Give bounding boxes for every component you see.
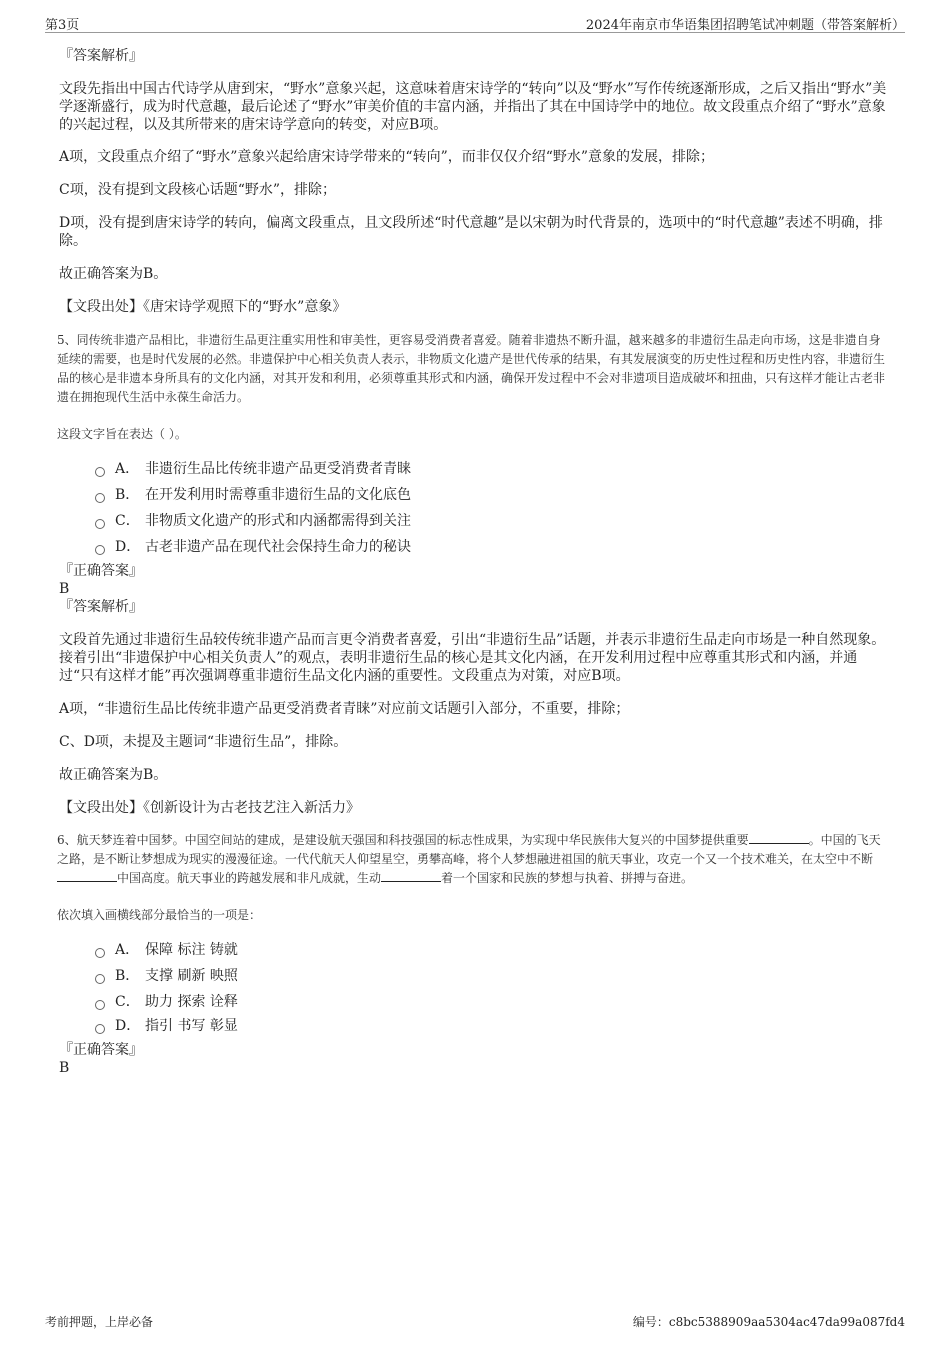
question-prompt: 这段文字旨在表达（ ）。: [57, 427, 187, 441]
option-a[interactable]: A． 保障 标注 铸就: [95, 937, 892, 963]
document-title: 2024年南京市华语集团招聘笔试冲刺题（带答案解析）: [585, 18, 905, 33]
answer-label: 『正确答案』: [59, 1042, 143, 1058]
fill-blank[interactable]: [381, 869, 441, 882]
radio-icon[interactable]: [95, 545, 105, 555]
option-d[interactable]: D． 古老非遗产品在现代社会保持生命力的秘诀: [95, 534, 892, 560]
answer-value: B: [59, 1060, 70, 1076]
radio-icon[interactable]: [95, 467, 105, 477]
source-citation: 【文段出处】《创新设计为古老技艺注入新活力》: [59, 800, 360, 816]
option-b[interactable]: B． 支撑 刷新 映照: [95, 963, 892, 989]
document-id: 编号：c8bc5388909aa5304ac47da99a087fd4: [632, 1315, 905, 1329]
explain-paragraph: C项，没有提到文段核心话题“野水”，排除；: [59, 182, 337, 198]
option-list: [95, 456, 892, 560]
option-d[interactable]: D． 指引 书写 彰显: [95, 1015, 892, 1037]
question-prompt: 依次填入画横线部分最恰当的一项是：: [57, 908, 262, 922]
radio-icon[interactable]: [95, 974, 105, 984]
option-a[interactable]: A． 非遗衍生品比传统非遗产品更受消费者青睐: [95, 456, 892, 482]
answer-conclusion: 故正确答案为B。: [59, 767, 168, 783]
option-list: [95, 937, 892, 1037]
explain-paragraph: 文段先指出中国古代诗学从唐到宋，“野水”意象兴起，这意味着唐宋诗学的“转向”以及“野水”写作传统逐渐形成，之后又指出“野水”美学逐渐盛行，成为时代意趣，最后论述了“野水”审美价值的丰富内涵，并指出了其在中国诗学中的地位。故文段重点介绍了“野水”意象的兴起过程，以及其所带来的唐宋诗学意向的转变，对应B项。: [59, 81, 887, 133]
explain-paragraph: A项，文段重点介绍了“野水”意象兴起给唐宋诗学带来的“转向”，而非仅仅介绍“野水”意象的发展，排除；: [59, 149, 715, 165]
radio-icon[interactable]: [95, 1000, 105, 1010]
explain-paragraph: A项，“非遗衍生品比传统非遗产品更受消费者青睐”对应前文话题引入部分，不重要，排除；: [59, 701, 630, 717]
explain-paragraph: D项，没有提到唐宋诗学的转向，偏离文段重点，且文段所述“时代意趣”是以宋朝为时代背景的，选项中的“时代意趣”表述不明确，排除。: [59, 215, 883, 249]
explain-paragraph: 文段首先通过非遗衍生品较传统非遗产品而言更令消费者喜爱，引出“非遗衍生品”话题，并表示非遗衍生品走向市场是一种自然现象。接着引出“非遗保护中心相关负责人”的观点，表明非遗衍生品的核心是其文化内涵，在开发利用过程中应尊重其形式和内涵，并通过“只有这样才能”再次强调尊重非遗衍生品文化内涵的重要性。文段重点为对策，对应B项。: [59, 632, 886, 684]
explain-paragraph: C、D项，未提及主题词“非遗衍生品”，排除。: [59, 734, 348, 750]
option-c[interactable]: C． 非物质文化遗产的形式和内涵都需得到关注: [95, 508, 892, 534]
radio-icon[interactable]: [95, 493, 105, 503]
radio-icon[interactable]: [95, 519, 105, 529]
fill-blank[interactable]: [749, 831, 809, 844]
page-content: [57, 47, 892, 1077]
radio-icon[interactable]: [95, 948, 105, 958]
radio-icon[interactable]: [95, 1024, 105, 1034]
footer-slogan: 考前押题，上岸必备: [45, 1315, 154, 1329]
question-stem: 6、航天梦连着中国梦。中国空间站的建成，是建设航天强国和科技强国的标志性成果，为实现中华民族伟大复兴的中国梦提供重要 。中国的飞天之路，是不断让梦想成为现实的漫漫征途。一代代航天人仰望星空，勇攀高峰，将个人梦想融进祖国的航天事业，攻克一个又一个技术难关，在太空中不断中国高度。航天事业的跨越发展和非凡成就，生动 着一个国家和民族的梦想与执着、拼搏与奋进。: [57, 833, 881, 885]
fill-blank[interactable]: [57, 869, 117, 882]
answer-label: 『正确答案』: [59, 563, 143, 579]
page-header: [45, 10, 905, 33]
explain-label: 『答案解析』: [59, 48, 143, 64]
source-citation: 【文段出处】《唐宋诗学观照下的“野水”意象》: [59, 299, 347, 315]
question-stem: 5、同传统非遗产品相比，非遗衍生品更注重实用性和审美性，更容易受消费者喜爱。随着非遗热不断升温，越来越多的非遗衍生品走向市场，这是非遗自身延续的需要，也是时代发展的必然。非遗保护中心相关负责人表示，非物质文化遗产是世代传承的结果，有其发展演变的历史性过程和历史性内容，非遗衍生品的核心是非遗本身所具有的文化内涵，对其开发和利用，必须尊重其形式和内涵，确保开发过程中不会对非遗项目造成破坏和扭曲，只有这样才能让古老非遗在拥抱现代生活中永葆生命活力。: [57, 333, 886, 404]
answer-value: B: [59, 581, 70, 597]
option-b[interactable]: B． 在开发利用时需尊重非遗衍生品的文化底色: [95, 482, 892, 508]
explain-label: 『答案解析』: [59, 599, 143, 615]
page-number: 第3页: [45, 18, 80, 33]
answer-conclusion: 故正确答案为B。: [59, 266, 168, 282]
option-c[interactable]: C． 助力 探索 诠释: [95, 989, 892, 1015]
